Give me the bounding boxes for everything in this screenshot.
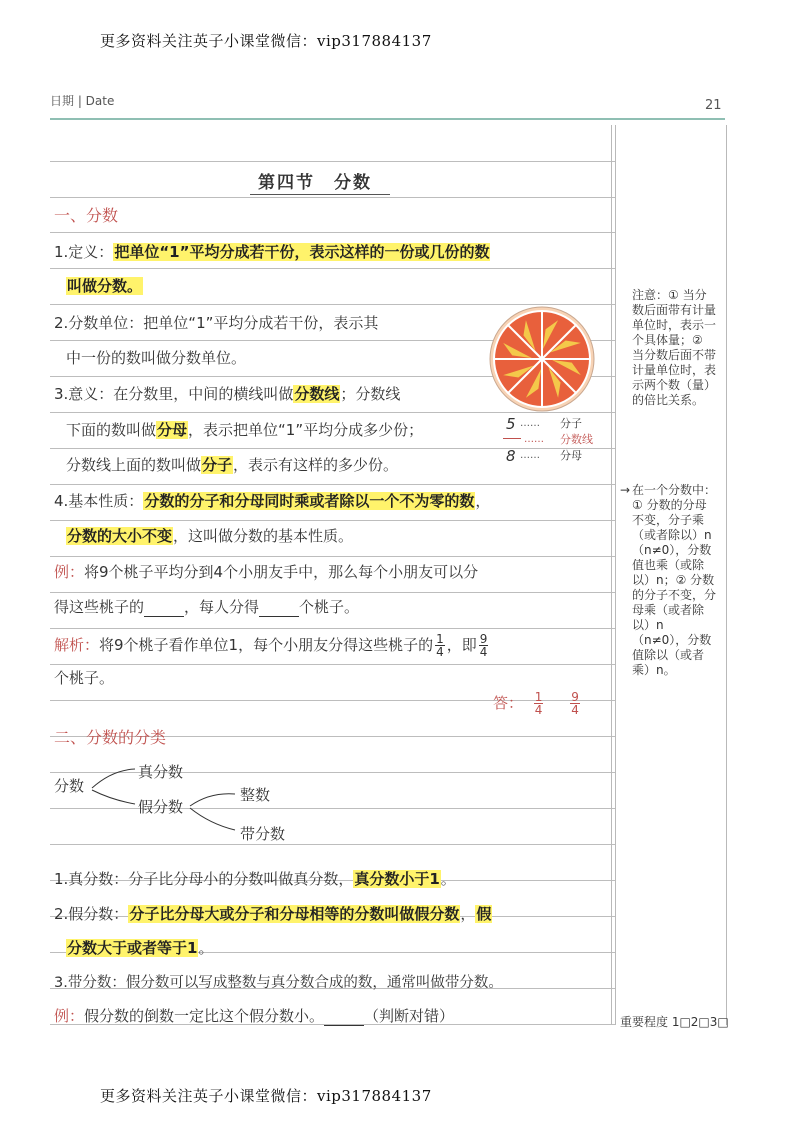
example-label: 例： bbox=[54, 563, 85, 581]
date-label: 日期 | Date bbox=[50, 94, 115, 108]
meaning-text: ；分数线 bbox=[340, 385, 401, 403]
importance-rating: 重要程度 1□2□3□ bbox=[620, 1015, 729, 1029]
tree-branch-improper bbox=[92, 790, 135, 804]
property-highlight-2: 分数的大小不变 bbox=[67, 527, 173, 545]
side-note-2: 在一个分数中：① 分数的分母不变，分子乘（或者除以）n（n≠0），分数值也乘（或除以）n；② 分数的分子不变，分母乘（或者除以）n（n≠0），分数值除以（或者乘）n。 bbox=[632, 483, 717, 677]
analysis-text: 将9个桃子看作单位1，每个小朋友分得这些桃子的 bbox=[99, 636, 434, 654]
section2-heading: 二、分数的分类 bbox=[54, 728, 167, 747]
property-label: 4.基本性质： bbox=[54, 492, 144, 510]
section2-example-line bbox=[54, 1006, 454, 1026]
improper-text: 。 bbox=[198, 939, 214, 957]
mixed-fraction-line: 3.带分数：假分数可以写成整数与真分数合成的数，通常叫做带分数。 bbox=[54, 975, 503, 991]
diagram-dots-2: …… bbox=[524, 434, 544, 445]
diagram-dots-1: …… bbox=[520, 418, 540, 429]
improper-text: ， bbox=[460, 905, 476, 923]
answer-label: 答： bbox=[493, 694, 524, 712]
header-rule bbox=[50, 118, 725, 120]
example-text: ，每人分得 bbox=[184, 598, 260, 616]
tree-improper: 假分数 bbox=[138, 798, 184, 816]
tree-integer: 整数 bbox=[240, 786, 271, 804]
judgement-blank[interactable] bbox=[324, 1011, 364, 1026]
tree-branch-proper bbox=[92, 769, 135, 788]
example2-text: 假分数的倒数一定比这个假分数小。 bbox=[84, 1007, 325, 1025]
property-text: ， bbox=[475, 492, 491, 510]
pie-slices bbox=[494, 311, 590, 407]
meaning-text: 下面的数叫做 bbox=[66, 421, 157, 439]
fraction-line-term: 分数线 bbox=[294, 385, 340, 403]
improper-highlight-tail: 假 bbox=[476, 905, 492, 923]
definition-label: 1.定义： bbox=[54, 243, 114, 261]
example2-hint: （判断对错） bbox=[364, 1007, 455, 1025]
right-border bbox=[726, 125, 727, 1025]
example-text: 个桃子。 bbox=[299, 598, 360, 616]
unit-line-2: 中一份的数叫做分数单位。 bbox=[66, 349, 247, 367]
meaning-line-1 bbox=[54, 384, 400, 404]
diagram-denominator: 8 bbox=[506, 447, 516, 465]
fraction-one-quarter: $\frac{1}{4}$ bbox=[436, 632, 444, 659]
meaning-text: ，表示有这样的多少份。 bbox=[233, 456, 399, 474]
answer-line bbox=[493, 691, 582, 716]
side-arrow: → bbox=[620, 483, 631, 497]
diagram-dots-3: …… bbox=[520, 450, 540, 461]
property-text: ，这叫做分数的基本性质。 bbox=[173, 527, 354, 545]
improper-highlight-2: 分数大于或者等于1 bbox=[67, 939, 198, 957]
example-line-2 bbox=[54, 597, 359, 617]
tree-branch-mixed bbox=[190, 808, 235, 830]
denominator-term: 分母 bbox=[157, 421, 188, 439]
diagram-fraction-bar bbox=[503, 438, 521, 439]
pie-diagram bbox=[488, 305, 596, 413]
unit-line-1: 2.分数单位：把单位“1”平均分成若干份，表示其 bbox=[54, 314, 379, 332]
analysis-label: 解析： bbox=[54, 636, 100, 654]
example-text: 得这些桃子的 bbox=[54, 598, 145, 616]
answer-blank-2[interactable] bbox=[259, 602, 299, 617]
numerator-term: 分子 bbox=[202, 456, 233, 474]
answer-blank-1[interactable] bbox=[144, 602, 184, 617]
definition-highlight-2: 叫做分数。 bbox=[67, 277, 143, 295]
answer-fraction-1: $\frac{1}{4}$ bbox=[534, 690, 543, 717]
title-underline bbox=[250, 194, 390, 195]
meaning-line-2 bbox=[66, 420, 423, 440]
fraction-nine-quarters: $\frac{9}{4}$ bbox=[479, 632, 488, 659]
side-note-1: 注意：① 当分数后面带有计量单位时，表示一个具体量；② 当分数后面不带计量单位时，表示两个数（量）的倍比关系。 bbox=[632, 288, 717, 407]
tree-mixed: 带分数 bbox=[240, 825, 286, 843]
definition-highlight: 把单位“1”平均分成若干份，表示这样的一份或几份的数 bbox=[114, 243, 490, 261]
improper-fraction-line-2 bbox=[66, 938, 213, 958]
analysis-line-2: 个桃子。 bbox=[54, 669, 115, 687]
top-banner: 更多资料关注英子小课堂微信：vip317884137 bbox=[100, 32, 432, 50]
margin-line bbox=[615, 125, 616, 1025]
meaning-text: ，表示把单位“1”平均分成多少份； bbox=[188, 421, 424, 439]
tree-root: 分数 bbox=[54, 777, 85, 795]
diagram-label-denominator: 分母 bbox=[560, 449, 582, 462]
property-highlight: 分数的分子和分母同时乘或者除以一个不为零的数 bbox=[144, 492, 475, 510]
meaning-line-3 bbox=[66, 455, 398, 475]
meaning-text: 分数线上面的数叫做 bbox=[66, 456, 202, 474]
example-text: 将9个桃子平均分到4个小朋友手中，那么每个小朋友可以分 bbox=[84, 563, 479, 581]
diagram-numerator: 5 bbox=[506, 415, 516, 433]
diagram-label-numerator: 分子 bbox=[560, 417, 582, 430]
definition-line-2 bbox=[66, 276, 143, 296]
tree-proper: 真分数 bbox=[138, 763, 184, 781]
section1-heading: 一、分数 bbox=[54, 206, 119, 225]
proper-fraction-line bbox=[54, 869, 456, 889]
analysis-text: ，即 bbox=[446, 636, 477, 654]
margin-line-inner bbox=[611, 125, 612, 1025]
diagram-label-line: 分数线 bbox=[560, 433, 593, 446]
page-number: 21 bbox=[705, 98, 722, 113]
proper-text: 。 bbox=[440, 870, 456, 888]
improper-text: 2.假分数： bbox=[54, 905, 129, 923]
proper-text: 1.真分数：分子比分母小的分数叫做真分数， bbox=[54, 870, 354, 888]
property-line-2 bbox=[66, 526, 353, 546]
improper-fraction-line-1 bbox=[54, 904, 492, 924]
page-title: 第四节 分数 bbox=[258, 173, 372, 193]
analysis-line-1 bbox=[54, 633, 490, 658]
example-line-1 bbox=[54, 562, 478, 582]
property-line-1 bbox=[54, 491, 490, 511]
tree-branch-integer bbox=[190, 794, 235, 806]
bottom-banner: 更多资料关注英子小课堂微信：vip317884137 bbox=[100, 1087, 432, 1105]
improper-highlight: 分子比分母大或分子和分母相等的分数叫做假分数 bbox=[129, 905, 460, 923]
answer-fraction-2: $\frac{9}{4}$ bbox=[571, 690, 579, 717]
meaning-text: 3.意义：在分数里，中间的横线叫做 bbox=[54, 385, 294, 403]
example2-label: 例： bbox=[54, 1007, 85, 1025]
proper-highlight: 真分数小于1 bbox=[354, 870, 440, 888]
definition-line-1 bbox=[54, 242, 490, 262]
